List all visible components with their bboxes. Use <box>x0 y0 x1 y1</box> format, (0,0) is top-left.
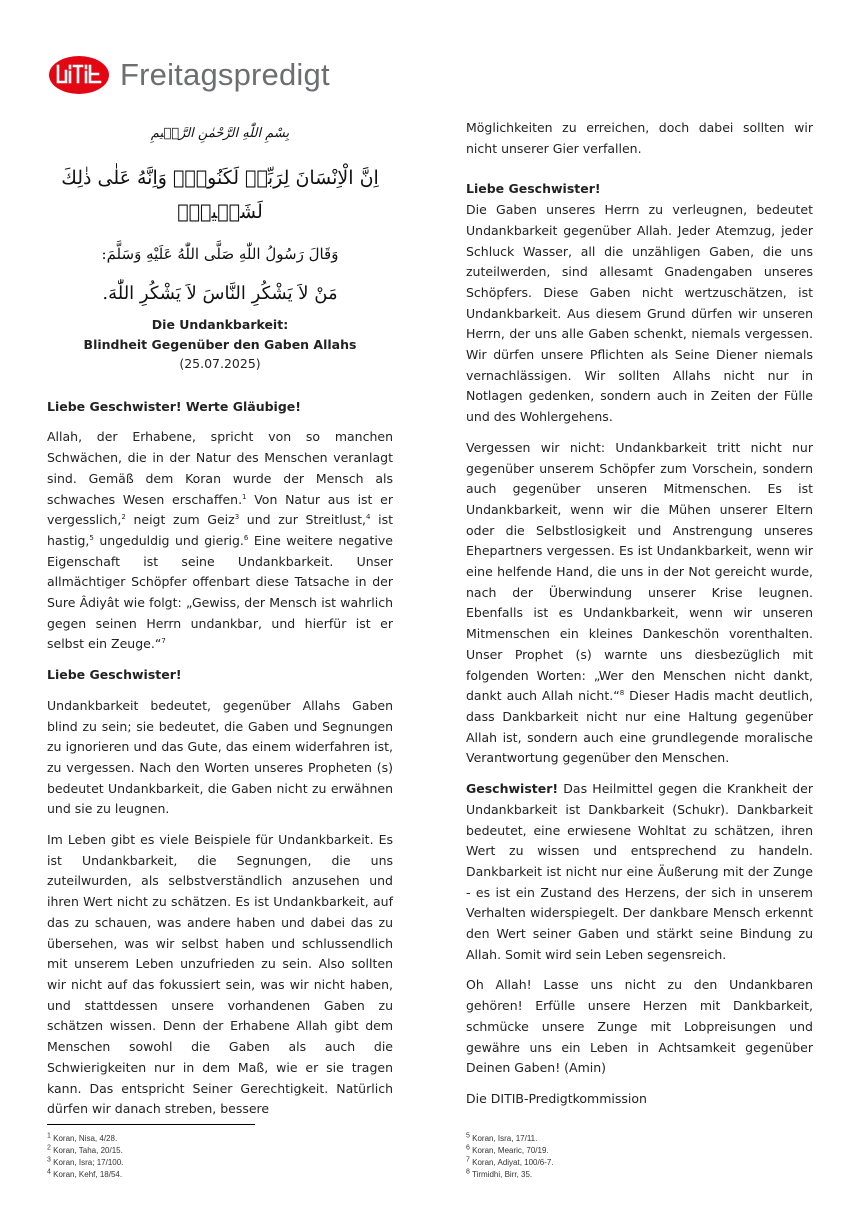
right-column <box>466 118 813 1120</box>
text: neigt zum Geiz <box>125 512 235 528</box>
ditib-logo-icon <box>48 55 110 95</box>
footnote-number: 3 <box>47 1156 51 1164</box>
footnote-divider <box>47 1124 255 1125</box>
footnote-number: 8 <box>466 1168 470 1176</box>
footnote-text: Koran, Kehf, 18/54. <box>50 1170 123 1179</box>
footnote <box>466 1169 554 1181</box>
footnote-ref: 8 <box>619 689 625 698</box>
footnote-ref: 7 <box>161 637 166 646</box>
footnote <box>47 1145 123 1157</box>
footnote-text: Koran, Taha, 20/15. <box>50 1146 123 1155</box>
left-column <box>47 118 393 1130</box>
document-title: Freitagspredigt <box>120 57 330 92</box>
footnote-number: 1 <box>47 1132 51 1140</box>
footnote-text: Koran, Isra, 17/11. <box>469 1134 538 1143</box>
ditib-logo <box>48 55 110 95</box>
footnote <box>466 1145 554 1157</box>
signature: Die DITIB-Predigtkommission <box>466 1090 647 1106</box>
section-heading: Liebe Geschwister! <box>466 181 601 197</box>
footnote-ref: 6 <box>243 533 249 542</box>
arabic-hadith-intro: وَقَالَ رَسُولُ اللّٰهِ صَلَّى اللّٰهُ عَلَيْهِ وَسَلَّمَ: <box>101 244 339 263</box>
footnote <box>466 1157 554 1169</box>
paragraph-continued: Möglichkeiten zu erreichen, doch dabei sollten wir nicht unserer Gier verfallen. <box>466 120 813 156</box>
footnote <box>47 1169 123 1181</box>
text: Von Natur aus ist er vergesslich, <box>47 491 393 528</box>
greeting-heading: Liebe Geschwister! Werte Gläubige! <box>47 398 301 414</box>
footnote-text: Koran, Nisa, 4/28. <box>50 1134 118 1143</box>
footnote-number: 4 <box>47 1168 51 1176</box>
text: Vergessen wir nicht: Undankbarkeit tritt nicht nur gegenüber unserem Schöpfer zum Vorschein, sondern auch gegenüber unseren Mitmenschen. Es ist Undankbarkeit, wenn wir die Mühen unserer Eltern oder die Selbstlosigkeit und Anstrengung unseres Ehepartners vergessen. Es ist Undankbarkeit, wenn wir eine helfende Hand, die uns in der Not gereicht wurde, nach der Überwindung unserer Krise leugnen. Ebenfalls ist es Undankbarkeit, wenn wir unseren Mitmenschen ein kleines Dankeschön vorenthalten. Unser Prophet (s) warnte uns diesbezüglich mit folgenden Worten: „Wer den Menschen nicht dankt, dankt auch Allah nicht.“ <box>466 439 813 704</box>
text: ist hastig, <box>47 512 393 548</box>
text: Eine weitere negative Eigenschaft ist seine Undankbarkeit. Unser allmächtiger Schöpfer offenbart diese Tatsache in der Sure Âdiyât wie folgt: „Gewiss, der Mensch ist wahrlich gegen seinen Herrn undankbar, und hierfür ist er selbst ein Zeuge.“ <box>47 532 393 652</box>
text: ungeduldig und gierig. <box>93 532 244 548</box>
text: Dieser Hadis macht deutlich, dass Dankbarkeit nicht nur eine Haltung gegenüber Allah ist, sondern auch eine grundlegende moralische Verantwortung gegenüber den Menschen. <box>466 688 813 766</box>
sermon-date: (25.07.2025) <box>179 355 261 371</box>
footnote-text: Koran, Isra; 17/100. <box>50 1158 124 1167</box>
footnote-number: 5 <box>466 1132 470 1140</box>
closing-prayer: Oh Allah! Lasse uns nicht zu den Undankbaren gehören! Erfülle unsere Herzen mit Dankbarkeit, schmücke unsere Zunge mit Lobpreisungen und gewähre uns ein Leben in Achtsamkeit gegenüber Deinen Gaben! (Amin) <box>466 977 813 1076</box>
footnote <box>47 1157 123 1169</box>
footnote-number: 2 <box>47 1144 51 1152</box>
header <box>48 52 330 98</box>
footnotes-right <box>466 1133 554 1181</box>
footnote-text: Koran, Adiyat, 100/6-7. <box>469 1158 554 1167</box>
footnote-ref: 2 <box>121 513 126 522</box>
footnote <box>466 1133 554 1145</box>
footnotes-left <box>47 1133 123 1181</box>
footnote-ref: 5 <box>89 533 94 542</box>
paragraph-3: Im Leben gibt es viele Beispiele für Undankbarkeit. Es ist Undankbarkeit, die Segnungen, die uns zuteilwurden, als selbstverständlich anzusehen und ihren Wert nicht zu schätzen. Es ist Undankbarkeit, auf das zu schauen, was andere haben und dabei das zu übersehen, was wir selbst haben und schlussendlich mit unserem Leben unzufrieden zu sein. Also sollten wir nicht auf das fokussiert sein, was wir nicht haben, und stattdessen unsere vorhandenen Gaben zu schätzen wissen. Denn der Erhabene Allah gibt dem Menschen sowohl die Gaben als auch die Schwierigkeiten nur in dem Maß, wie er sie tragen kann. Das entspricht Seiner Gerechtigkeit. Natürlich dürfen wir danach streben, bessere <box>47 832 393 1117</box>
text: und zur Streitlust, <box>239 512 367 528</box>
paragraph-2: Undankbarkeit bedeutet, gegenüber Allahs Gaben blind zu sein; sie bedeutet, die Gaben und Segnungen zu ignorieren und das Gute, das einem widerfahren ist, zu vergessen. Nach den Worten unseres Propheten (s) bedeutet Undankbarkeit, die Gaben nicht zu erwähnen und sie zu leugnen. <box>47 697 393 817</box>
arabic-hadith: مَنْ لاَ يَشْكُرِ النَّاسَ لاَ يَشْكُرِ اللّٰهَ. <box>102 282 338 304</box>
paragraph-5 <box>466 438 813 769</box>
footnote-number: 6 <box>466 1144 470 1152</box>
footnote-text: Tirmidhi, Birr, 35. <box>469 1170 533 1179</box>
paragraph-1 <box>47 427 393 655</box>
title-line-1: Die Undankbarkeit: <box>151 316 289 332</box>
footnote <box>47 1133 123 1145</box>
inline-heading: Geschwister! <box>466 781 559 797</box>
text: Allah, der Erhabene, spricht von so manchen Schwächen, die in der Natur des Menschen veranlagt sind. Gemäß dem Koran wurde der Mensch als schwaches Wesen erschaffen. <box>47 429 393 507</box>
sermon-title <box>47 315 393 373</box>
footnote-number: 7 <box>466 1156 470 1164</box>
footnote-text: Koran, Mearic, 70/19. <box>469 1146 549 1155</box>
paragraph-4: Die Gaben unseres Herrn zu verleugnen, bedeutet Undankbarkeit gegenüber Allah. Jeder Atemzug, jeder Schluck Wasser, all die unzähligen Gaben, die uns zuteilwerden, sind allesamt Gnadengaben unseres Schöpfers. Diese Gaben nicht wertzuschätzen, ist Undankbarkeit. Aus diesem Grund dürfen wir unseren Herrn, der uns alle Gaben schenkt, niemals vergessen. Wir dürfen unsere Pflichten als Seine Diener niemals vernachlässigen. Wir sollten Allahs nicht nur in Notlagen gedenken, sondern auch in Zeiten der Fülle und des Wohlergehens. <box>466 202 813 425</box>
arabic-verse: اِنَّ الْاِنْسَانَ لِرَبِّه۪ لَكَنُودٌۚ وَاِنَّهُ عَلٰى ذٰلِكَ لَشَه۪يدٌۚ <box>61 166 379 223</box>
footnote-ref: 3 <box>234 513 240 522</box>
footnote-ref: 4 <box>366 513 371 522</box>
paragraph-6 <box>466 779 813 965</box>
title-line-2: Blindheit Gegenüber den Gaben Allahs <box>83 336 357 352</box>
section-heading: Liebe Geschwister! <box>47 667 182 683</box>
footnote-ref: 1 <box>242 492 247 501</box>
arabic-basmala: بِسْمِ اللّٰهِ الرَّحْمٰنِ الرَّح۪يمِ <box>150 126 290 141</box>
text: Das Heilmittel gegen die Krankheit der Undankbarkeit ist Dankbarkeit (Schukr). Dankbarkeit bedeutet, eine erwiesene Wohltat zu schätzen, ihren Wert zu wissen und entsprechend zu handeln. Dankbarkeit ist nicht nur eine Äußerung mit der Zunge - es ist ein Zustand des Herzens, der sich in unserem Verhalten widerspiegelt. Der dankbare Mensch erkennt den Wert seiner Gaben und stärkt seine Bindung zu Allah. Somit wird sein Leben segensreich. <box>466 781 813 962</box>
